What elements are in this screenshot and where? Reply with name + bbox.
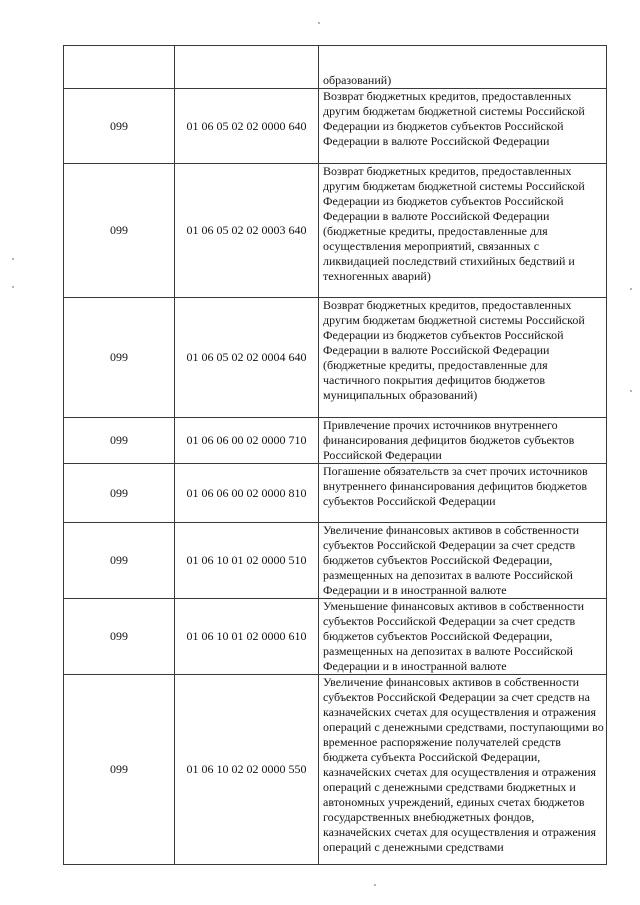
description-cell <box>319 599 607 675</box>
description-cell <box>319 523 607 599</box>
description-text: Привлечение прочих источников внутреннего финансирования дефицитов бюджетов субъектов Российской Федерации <box>323 418 575 462</box>
description-text: Возврат бюджетных кредитов, предоставленных другим бюджетам бюджетной системы Российской Федерации из бюджетов субъектов Российской Федерации в валюте Российской Федерации <box>323 89 585 148</box>
admin-code-cell: 099 <box>64 675 175 865</box>
scan-speck <box>630 288 632 290</box>
budget-classification-code-cell: 01 06 05 02 02 0004 640 <box>175 298 319 418</box>
table-row <box>64 89 607 164</box>
description-text: Увеличение финансовых активов в собственности субъектов Российской Федерации за счет средств бюджетов субъектов Российской Федерации, размещенных на депозитах в валюте Российской Федерации и в иностранной валюте <box>323 523 580 597</box>
table-row <box>64 675 607 865</box>
description-cell <box>319 89 607 164</box>
scan-speck <box>374 884 376 886</box>
description-cell <box>319 298 607 418</box>
budget-classification-code-cell: 01 06 06 00 02 0000 710 <box>175 418 319 464</box>
admin-code-cell: 099 <box>64 164 175 298</box>
description-cell <box>319 46 607 89</box>
scan-speck <box>630 390 632 392</box>
admin-code-cell <box>64 46 175 89</box>
table-row <box>64 46 607 89</box>
scan-speck <box>12 286 14 288</box>
description-text: Возврат бюджетных кредитов, предоставленных другим бюджетам бюджетной системы Российской Федерации из бюджетов субъектов Российской Федерации в валюте Российской Федерации (бюджетные кредиты, предоставленные для осуществления мероприятий, связанных с ликвидацией последствий стихийных бедствий и техногенных аварий) <box>323 164 585 283</box>
table-row <box>64 523 607 599</box>
description-cell <box>319 164 607 298</box>
table-row <box>64 164 607 298</box>
admin-code-cell: 099 <box>64 523 175 599</box>
budget-classification-code-cell: 01 06 10 01 02 0000 610 <box>175 599 319 675</box>
table-row <box>64 599 607 675</box>
table-row <box>64 298 607 418</box>
description-cell <box>319 418 607 464</box>
budget-sources-table <box>63 45 607 865</box>
table-row <box>64 418 607 464</box>
budget-classification-code-cell: 01 06 05 02 02 0003 640 <box>175 164 319 298</box>
admin-code-cell: 099 <box>64 599 175 675</box>
budget-classification-code-cell: 01 06 10 01 02 0000 510 <box>175 523 319 599</box>
description-text: образований) <box>323 73 392 87</box>
description-text: Увеличение финансовых активов в собственности субъектов Российской Федерации за счет средств на казначейских счетах для осуществления и отражения операций с денежными средствами, поступающими во временное распоряжение получателей средств бюджета субъекта Российской Федерации, казначейских счетах для осуществления и отражения операций с денежными средствами бюджетных и автономных учреждений, единых счетах бюджетов государственных внебюджетных фондов, казначейских счетах для осуществления и отражения операций с денежными средствами <box>323 675 604 854</box>
description-cell <box>319 675 607 865</box>
admin-code-cell: 099 <box>64 89 175 164</box>
description-text: Возврат бюджетных кредитов, предоставленных другим бюджетам бюджетной системы Российской Федерации из бюджетов субъектов Российской Федерации в валюте Российской Федерации (бюджетные кредиты, предоставленные для частичного покрытия дефицитов бюджетов муниципальных образований) <box>323 298 585 402</box>
budget-classification-code-cell: 01 06 06 00 02 0000 810 <box>175 464 319 523</box>
budget-classification-code-cell <box>175 46 319 89</box>
description-text: Уменьшение финансовых активов в собственности субъектов Российской Федерации за счет средств бюджетов субъектов Российской Федерации, размещенных на депозитах в валюте Российской Федерации и в иностранной валюте <box>323 599 585 673</box>
table-row <box>64 464 607 523</box>
admin-code-cell: 099 <box>64 418 175 464</box>
scan-speck <box>12 258 14 260</box>
description-cell <box>319 464 607 523</box>
budget-classification-code-cell: 01 06 05 02 02 0000 640 <box>175 89 319 164</box>
scan-speck <box>318 22 320 24</box>
description-text: Погашение обязательств за счет прочих источников внутреннего финансирования дефицитов бюджетов субъектов Российской Федерации <box>323 464 588 508</box>
admin-code-cell: 099 <box>64 298 175 418</box>
admin-code-cell: 099 <box>64 464 175 523</box>
budget-classification-code-cell: 01 06 10 02 02 0000 550 <box>175 675 319 865</box>
